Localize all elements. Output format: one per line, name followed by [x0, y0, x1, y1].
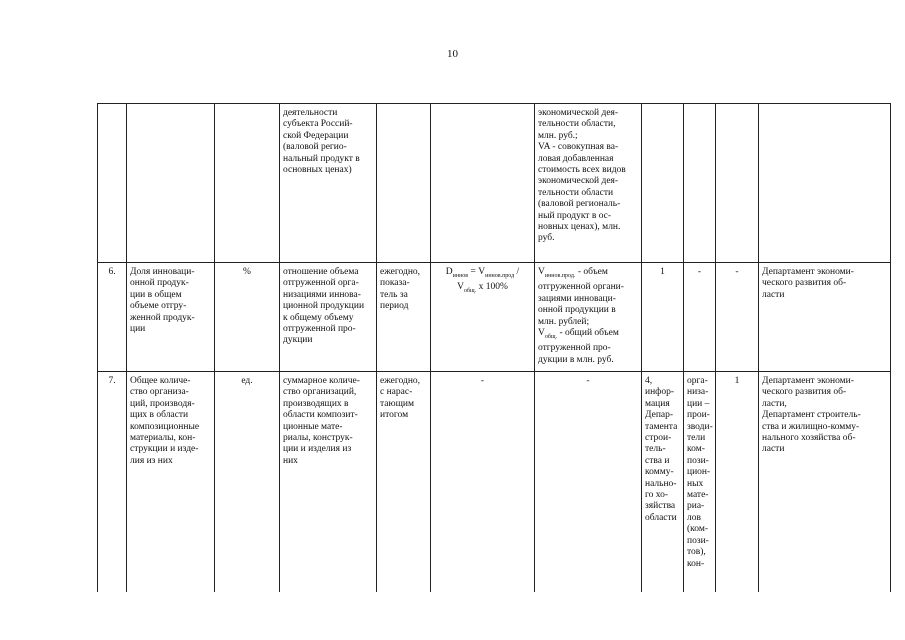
cell-indicators [535, 263, 642, 372]
cell-indicators: - [535, 372, 642, 593]
cell-periodicity: ежегодно, с нарас- тающим итогом [377, 372, 431, 593]
cell-method [642, 104, 684, 263]
cell-periodicity: ежегодно, показа- тель за период [377, 263, 431, 372]
cell-formula [431, 104, 535, 263]
cell-num [98, 104, 127, 263]
cell-method: 4, инфор- мация Депар- тамента строи- тель- ства и комму- нально- го хо- зяйства области [642, 372, 684, 593]
cell-definition: деятельности субъекта Россий- ской Федерации (валовой регио- нальный продукт в основных ценах) [280, 104, 377, 263]
var-v2: V [538, 327, 545, 338]
formula-eq: = V [468, 267, 486, 277]
page-number: 10 [447, 48, 458, 60]
formula-lhs: D [445, 267, 453, 277]
table-row [98, 263, 891, 372]
var-v1: V [538, 267, 545, 277]
var-v1-sub: иннов.прод. [544, 272, 576, 279]
cell-responsible [759, 104, 891, 263]
var-v1-text: - объем отгруженной органи- зациями инноваци- онной продукции в млн. рублей; [538, 267, 624, 327]
cell-population [684, 104, 716, 263]
cell-name [127, 104, 215, 263]
var-v2-text: - общий объем отгруженной про- дукции в млн. руб. [538, 327, 619, 365]
cell-unit: ед. [215, 372, 280, 593]
var-v2-sub: общ. [544, 333, 558, 340]
formula-tail: х 100% [476, 282, 508, 293]
formula-v2: V [457, 282, 464, 293]
cell-population: - [684, 263, 716, 372]
table-row [98, 104, 891, 263]
cell-unit [215, 104, 280, 263]
cell-definition: отношение объема отгруженной орга- низациями иннова- ционной продукции к общему объему отгруженной про- дукции [280, 263, 377, 372]
cell-method: 1 [642, 263, 684, 372]
cell-population: орга- низа- ции – прои- зводи- тели ком- пози- цион- ных мате- риа- лов (ком- пози- тов), кон- [684, 372, 716, 593]
cell-unit: % [215, 263, 280, 372]
formula-v1-sub: иннов.прод [485, 272, 515, 279]
cell-indicators: экономической дея- тельности области, млн. руб.; VA - совокупная ва- ловая добавленная стоимость всех видов экономической дея- тельности области (валовой региональ- ный продукт в ос- новных ценах), млн. руб. [535, 104, 642, 263]
cell-formula: - [431, 372, 535, 593]
cell-definition: суммарное количе- ство организаций, производящих в области композит- ционные мате- риалы, конструк- ции и изделия из них [280, 372, 377, 593]
formula-slash: / [514, 267, 520, 277]
cell-observation: - [716, 263, 759, 372]
cell-name: Общее количе- ство организа- ций, производя- щих в области композиционные материалы, кон- струкции и изде- лия из них [127, 372, 215, 593]
cell-num: 6. [98, 263, 127, 372]
indicators-table [97, 103, 891, 592]
cell-observation [716, 104, 759, 263]
cell-responsible: Департамент экономи- ческого развития об- ласти, Департамент строитель- ства и жилищно-комму- нального хозяйства об- ласти [759, 372, 891, 593]
formula-v2-sub: общ. [464, 288, 477, 295]
cell-num: 7. [98, 372, 127, 593]
cell-responsible: Департамент экономи- ческого развития об- ласти [759, 263, 891, 372]
cell-observation: 1 [716, 372, 759, 593]
table-row [98, 372, 891, 593]
formula-lhs-sub: иннов [452, 272, 469, 279]
cell-periodicity [377, 104, 431, 263]
cell-name: Доля инноваци- онной продук- ции в общем объеме отгру- женной продук- ции [127, 263, 215, 372]
cell-formula [431, 263, 535, 372]
